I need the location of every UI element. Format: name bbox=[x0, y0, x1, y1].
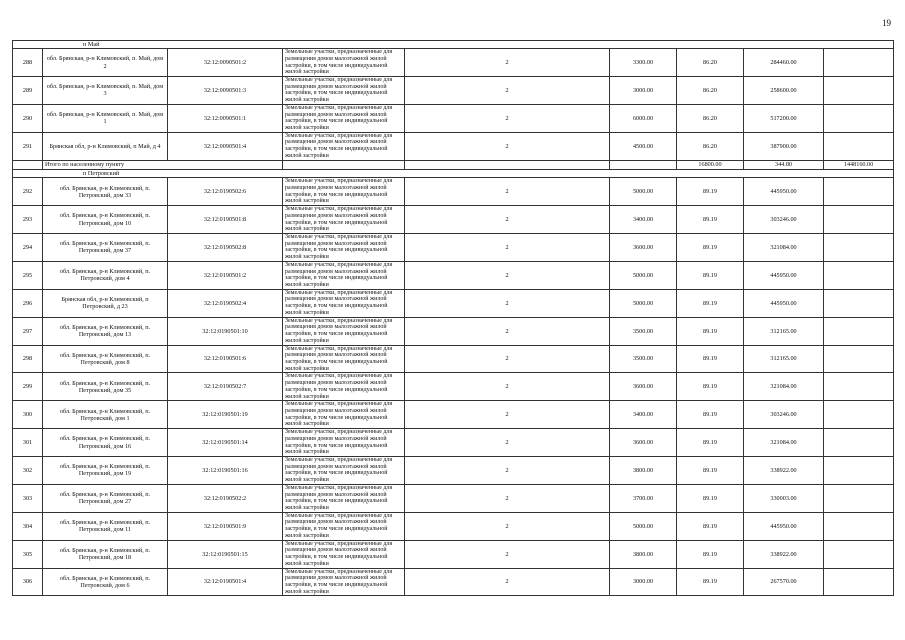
total-label-cell: Итого по населенному пункту bbox=[43, 160, 283, 170]
specific-value-cell: 89.19 bbox=[677, 234, 744, 262]
table-row bbox=[13, 49, 894, 77]
settlement-total-row bbox=[13, 160, 894, 170]
specific-value-cell: 86.20 bbox=[677, 104, 744, 132]
address-cell: обл. Брянская, р-н Климовский, п. Петровский, дом 1 bbox=[43, 401, 168, 429]
cadastral-number-cell: 32:12:0190501:16 bbox=[168, 457, 283, 485]
cadastral-number-cell: 32:12:0190502:4 bbox=[168, 289, 283, 317]
cadastral-number-cell: 32:12:0190501:9 bbox=[168, 512, 283, 540]
table-row bbox=[13, 234, 894, 262]
specific-value-cell: 89.19 bbox=[677, 345, 744, 373]
group-code-cell: 2 bbox=[405, 568, 610, 596]
cadastral-value-cell: 258600.00 bbox=[744, 77, 824, 105]
row-number-cell: 303 bbox=[13, 484, 43, 512]
group-code-cell: 2 bbox=[405, 345, 610, 373]
row-number-cell: 292 bbox=[13, 178, 43, 206]
land-purpose-cell: Земельные участки, предназначенные для размещения домов малоэтажной жилой застройки, в том числе индивидуальной жилой застройки bbox=[283, 345, 405, 373]
address-cell: Брянская обл, р-н Климовский, п Петровский, д 23 bbox=[43, 289, 168, 317]
settlement-name: п Петровский bbox=[83, 170, 120, 178]
settlement-name: п Май bbox=[83, 41, 100, 48]
cadastral-number-cell: 32:12:0090501:1 bbox=[168, 104, 283, 132]
group-code-cell: 2 bbox=[405, 289, 610, 317]
land-purpose-cell: Земельные участки, предназначенные для размещения домов малоэтажной жилой застройки, в том числе индивидуальной жилой застройки bbox=[283, 568, 405, 596]
address-cell: обл. Брянская, р-н Климовский, п. Май, дом 3 bbox=[43, 77, 168, 105]
cadastral-number-cell: 32:12:0090501:3 bbox=[168, 77, 283, 105]
group-code-cell: 2 bbox=[405, 317, 610, 345]
specific-value-cell: 86.20 bbox=[677, 77, 744, 105]
cadastral-number-cell: 32:12:0190501:4 bbox=[168, 568, 283, 596]
land-purpose-cell: Земельные участки, предназначенные для размещения домов малоэтажной жилой застройки, в том числе индивидуальной жилой застройки bbox=[283, 484, 405, 512]
empty-cell bbox=[824, 373, 894, 401]
area-cell: 3600.00 bbox=[610, 373, 677, 401]
specific-value-cell: 89.19 bbox=[677, 457, 744, 485]
area-cell: 5000.00 bbox=[610, 178, 677, 206]
row-number-cell: 299 bbox=[13, 373, 43, 401]
address-cell: обл. Брянская, р-н Климовский, п. Петровский, дом 8 bbox=[43, 345, 168, 373]
cadastral-number-cell: 32:12:0190502:2 bbox=[168, 484, 283, 512]
cadastral-number-cell: 32:12:0190501:10 bbox=[168, 317, 283, 345]
row-number-cell: 305 bbox=[13, 540, 43, 568]
cadastral-number-cell: 32:12:0190502:7 bbox=[168, 373, 283, 401]
group-code-cell: 2 bbox=[405, 512, 610, 540]
cadastral-value-cell: 321084.00 bbox=[744, 373, 824, 401]
area-cell: 3500.00 bbox=[610, 317, 677, 345]
land-purpose-cell: Земельные участки, предназначенные для размещения домов малоэтажной жилой застройки, в том числе индивидуальной жилой застройки bbox=[283, 457, 405, 485]
specific-value-cell: 86.20 bbox=[677, 49, 744, 77]
area-cell: 3000.00 bbox=[610, 77, 677, 105]
group-code-cell: 2 bbox=[405, 373, 610, 401]
group-code-cell: 2 bbox=[405, 104, 610, 132]
address-cell: обл. Брянская, р-н Климовский, п. Май, дом 1 bbox=[43, 104, 168, 132]
cadastral-number-cell: 32:12:0190502:8 bbox=[168, 234, 283, 262]
address-cell: обл. Брянская, р-н Климовский, п. Петровский, дом 13 bbox=[43, 317, 168, 345]
cadastral-value-cell: 445950.00 bbox=[744, 178, 824, 206]
table-row bbox=[13, 132, 894, 160]
group-code-cell: 2 bbox=[405, 540, 610, 568]
row-number-cell: 293 bbox=[13, 206, 43, 234]
table-row bbox=[13, 289, 894, 317]
cadastral-value-cell: 517200.00 bbox=[744, 104, 824, 132]
row-number-cell: 296 bbox=[13, 289, 43, 317]
area-cell: 6000.00 bbox=[610, 104, 677, 132]
empty-cell bbox=[13, 160, 43, 170]
specific-value-cell: 89.19 bbox=[677, 401, 744, 429]
address-cell: обл. Брянская, р-н Климовский, п. Петровский, дом 27 bbox=[43, 484, 168, 512]
group-code-cell: 2 bbox=[405, 132, 610, 160]
land-purpose-cell: Земельные участки, предназначенные для размещения домов малоэтажной жилой застройки, в том числе индивидуальной жилой застройки bbox=[283, 289, 405, 317]
total-value-cell: 1448160.00 bbox=[824, 160, 894, 170]
area-cell: 5000.00 bbox=[610, 261, 677, 289]
empty-cell bbox=[824, 457, 894, 485]
area-cell: 3800.00 bbox=[610, 540, 677, 568]
row-number-cell: 300 bbox=[13, 401, 43, 429]
specific-value-cell: 89.19 bbox=[677, 512, 744, 540]
row-number-cell: 289 bbox=[13, 77, 43, 105]
table-row bbox=[13, 540, 894, 568]
row-number-cell: 290 bbox=[13, 104, 43, 132]
land-purpose-cell: Земельные участки, предназначенные для размещения домов малоэтажной жилой застройки, в том числе индивидуальной жилой застройки bbox=[283, 512, 405, 540]
specific-value-cell: 89.19 bbox=[677, 568, 744, 596]
empty-cell bbox=[283, 160, 405, 170]
group-code-cell: 2 bbox=[405, 49, 610, 77]
total-area-cell: 16800.00 bbox=[677, 160, 744, 170]
area-cell: 3500.00 bbox=[610, 345, 677, 373]
empty-cell bbox=[824, 77, 894, 105]
cadastral-number-cell: 32:12:0190501:8 bbox=[168, 206, 283, 234]
area-cell: 3400.00 bbox=[610, 401, 677, 429]
cadastral-value-cell: 321084.00 bbox=[744, 429, 824, 457]
land-purpose-cell: Земельные участки, предназначенные для размещения домов малоэтажной жилой застройки, в том числе индивидуальной жилой застройки bbox=[283, 104, 405, 132]
table-row bbox=[13, 104, 894, 132]
address-cell: обл. Брянская, р-н Климовский, п. Петровский, дом 18 bbox=[43, 540, 168, 568]
page-number: 19 bbox=[882, 18, 891, 28]
empty-cell bbox=[824, 429, 894, 457]
specific-value-cell: 89.19 bbox=[677, 206, 744, 234]
empty-cell bbox=[824, 49, 894, 77]
address-cell: обл. Брянская, р-н Климовский, п. Петровский, дом 11 bbox=[43, 512, 168, 540]
address-cell: обл. Брянская, р-н Климовский, п. Май, дом 2 bbox=[43, 49, 168, 77]
land-plots-table bbox=[12, 40, 894, 596]
empty-cell bbox=[824, 345, 894, 373]
table-row bbox=[13, 261, 894, 289]
land-purpose-cell: Земельные участки, предназначенные для размещения домов малоэтажной жилой застройки, в том числе индивидуальной жилой застройки bbox=[283, 401, 405, 429]
land-purpose-cell: Земельные участки, предназначенные для размещения домов малоэтажной жилой застройки, в том числе индивидуальной жилой застройки bbox=[283, 261, 405, 289]
row-number-cell: 306 bbox=[13, 568, 43, 596]
row-number-cell: 291 bbox=[13, 132, 43, 160]
empty-cell bbox=[824, 104, 894, 132]
address-cell: обл. Брянская, р-н Климовский, п. Петровский, дом 33 bbox=[43, 178, 168, 206]
address-cell: обл. Брянская, р-н Климовский, п. Петровский, дом 19 bbox=[43, 457, 168, 485]
group-code-cell: 2 bbox=[405, 261, 610, 289]
specific-value-cell: 89.19 bbox=[677, 178, 744, 206]
cadastral-value-cell: 321084.00 bbox=[744, 234, 824, 262]
specific-value-cell: 89.19 bbox=[677, 429, 744, 457]
row-number-cell: 295 bbox=[13, 261, 43, 289]
specific-value-cell: 89.19 bbox=[677, 484, 744, 512]
group-code-cell: 2 bbox=[405, 234, 610, 262]
address-cell: обл. Брянская, р-н Климовский, п. Петровский, дом 10 bbox=[43, 206, 168, 234]
group-code-cell: 2 bbox=[405, 429, 610, 457]
empty-cell bbox=[824, 484, 894, 512]
area-cell: 3400.00 bbox=[610, 206, 677, 234]
cadastral-value-cell: 267570.00 bbox=[744, 568, 824, 596]
group-code-cell: 2 bbox=[405, 484, 610, 512]
cadastral-value-cell: 312165.00 bbox=[744, 345, 824, 373]
empty-cell bbox=[824, 132, 894, 160]
area-cell: 3600.00 bbox=[610, 429, 677, 457]
cadastral-number-cell: 32:12:0090501:4 bbox=[168, 132, 283, 160]
cadastral-value-cell: 387900.00 bbox=[744, 132, 824, 160]
cadastral-number-cell: 32:12:0190502:6 bbox=[168, 178, 283, 206]
empty-cell bbox=[610, 160, 677, 170]
cadastral-number-cell: 32:12:0190501:6 bbox=[168, 345, 283, 373]
cadastral-value-cell: 303246.00 bbox=[744, 401, 824, 429]
cadastral-value-cell: 338922.00 bbox=[744, 540, 824, 568]
row-number-cell: 298 bbox=[13, 345, 43, 373]
land-purpose-cell: Земельные участки, предназначенные для размещения домов малоэтажной жилой застройки, в том числе индивидуальной жилой застройки bbox=[283, 373, 405, 401]
settlement-header-row bbox=[13, 41, 894, 49]
table-row bbox=[13, 484, 894, 512]
address-cell: обл. Брянская, р-н Климовский, п. Петровский, дом 37 bbox=[43, 234, 168, 262]
group-code-cell: 2 bbox=[405, 178, 610, 206]
specific-value-cell: 89.19 bbox=[677, 261, 744, 289]
empty-cell bbox=[824, 261, 894, 289]
area-cell: 3700.00 bbox=[610, 484, 677, 512]
specific-value-cell: 89.19 bbox=[677, 373, 744, 401]
table-row bbox=[13, 317, 894, 345]
table-row bbox=[13, 77, 894, 105]
land-purpose-cell: Земельные участки, предназначенные для размещения домов малоэтажной жилой застройки, в том числе индивидуальной жилой застройки bbox=[283, 234, 405, 262]
empty-cell bbox=[824, 178, 894, 206]
land-purpose-cell: Земельные участки, предназначенные для размещения домов малоэтажной жилой застройки, в том числе индивидуальной жилой застройки bbox=[283, 49, 405, 77]
row-number-cell: 304 bbox=[13, 512, 43, 540]
table-row bbox=[13, 568, 894, 596]
empty-cell bbox=[824, 568, 894, 596]
area-cell: 5000.00 bbox=[610, 289, 677, 317]
cadastral-value-cell: 312165.00 bbox=[744, 317, 824, 345]
land-purpose-cell: Земельные участки, предназначенные для размещения домов малоэтажной жилой застройки, в том числе индивидуальной жилой застройки bbox=[283, 540, 405, 568]
table-row bbox=[13, 457, 894, 485]
cadastral-value-cell: 338922.00 bbox=[744, 457, 824, 485]
total-rate-cell: 344.80 bbox=[744, 160, 824, 170]
address-cell: Брянская обл, р-н Климовский, п Май, д 4 bbox=[43, 132, 168, 160]
empty-cell bbox=[824, 317, 894, 345]
specific-value-cell: 89.19 bbox=[677, 540, 744, 568]
cadastral-value-cell: 303246.00 bbox=[744, 206, 824, 234]
cadastral-value-cell: 445950.00 bbox=[744, 512, 824, 540]
settlement-header-cell bbox=[13, 41, 894, 49]
area-cell: 3800.00 bbox=[610, 457, 677, 485]
cadastral-value-cell: 330003.00 bbox=[744, 484, 824, 512]
group-code-cell: 2 bbox=[405, 206, 610, 234]
specific-value-cell: 86.20 bbox=[677, 132, 744, 160]
cadastral-value-cell: 284460.00 bbox=[744, 49, 824, 77]
area-cell: 4500.00 bbox=[610, 132, 677, 160]
table-row bbox=[13, 345, 894, 373]
empty-cell bbox=[824, 512, 894, 540]
cadastral-number-cell: 32:12:0190501:19 bbox=[168, 401, 283, 429]
cadastral-number-cell: 32:12:0090501:2 bbox=[168, 49, 283, 77]
specific-value-cell: 89.19 bbox=[677, 289, 744, 317]
empty-cell bbox=[824, 206, 894, 234]
area-cell: 5000.00 bbox=[610, 512, 677, 540]
table-row bbox=[13, 429, 894, 457]
land-purpose-cell: Земельные участки, предназначенные для размещения домов малоэтажной жилой застройки, в том числе индивидуальной жилой застройки bbox=[283, 429, 405, 457]
table-row bbox=[13, 373, 894, 401]
address-cell: обл. Брянская, р-н Климовский, п. Петровский, дом 6 bbox=[43, 568, 168, 596]
table-row bbox=[13, 206, 894, 234]
table-row bbox=[13, 401, 894, 429]
cadastral-number-cell: 32:12:0190501:14 bbox=[168, 429, 283, 457]
area-cell: 3000.00 bbox=[610, 568, 677, 596]
settlement-header-row bbox=[13, 170, 894, 178]
address-cell: обл. Брянская, р-н Климовский, п. Петровский, дом 35 bbox=[43, 373, 168, 401]
specific-value-cell: 89.19 bbox=[677, 317, 744, 345]
group-code-cell: 2 bbox=[405, 457, 610, 485]
empty-cell bbox=[824, 289, 894, 317]
row-number-cell: 302 bbox=[13, 457, 43, 485]
land-purpose-cell: Земельные участки, предназначенные для размещения домов малоэтажной жилой застройки, в том числе индивидуальной жилой застройки bbox=[283, 178, 405, 206]
address-cell: обл. Брянская, р-н Климовский, п. Петровский, дом 4 bbox=[43, 261, 168, 289]
area-cell: 3600.00 bbox=[610, 234, 677, 262]
table-row bbox=[13, 178, 894, 206]
table-row bbox=[13, 512, 894, 540]
land-purpose-cell: Земельные участки, предназначенные для размещения домов малоэтажной жилой застройки, в том числе индивидуальной жилой застройки bbox=[283, 132, 405, 160]
group-code-cell: 2 bbox=[405, 77, 610, 105]
table-body bbox=[13, 41, 894, 596]
cadastral-value-cell: 445950.00 bbox=[744, 261, 824, 289]
area-cell: 3300.00 bbox=[610, 49, 677, 77]
settlement-header-cell bbox=[13, 170, 894, 178]
empty-cell bbox=[824, 234, 894, 262]
row-number-cell: 301 bbox=[13, 429, 43, 457]
land-purpose-cell: Земельные участки, предназначенные для размещения домов малоэтажной жилой застройки, в том числе индивидуальной жилой застройки bbox=[283, 77, 405, 105]
cadastral-value-cell: 445950.00 bbox=[744, 289, 824, 317]
land-purpose-cell: Земельные участки, предназначенные для размещения домов малоэтажной жилой застройки, в том числе индивидуальной жилой застройки bbox=[283, 206, 405, 234]
group-code-cell: 2 bbox=[405, 401, 610, 429]
row-number-cell: 297 bbox=[13, 317, 43, 345]
empty-cell bbox=[405, 160, 610, 170]
row-number-cell: 294 bbox=[13, 234, 43, 262]
cadastral-number-cell: 32:12:0190501:2 bbox=[168, 261, 283, 289]
cadastral-number-cell: 32:12:0190501:15 bbox=[168, 540, 283, 568]
land-purpose-cell: Земельные участки, предназначенные для размещения домов малоэтажной жилой застройки, в том числе индивидуальной жилой застройки bbox=[283, 317, 405, 345]
empty-cell bbox=[824, 401, 894, 429]
row-number-cell: 288 bbox=[13, 49, 43, 77]
empty-cell bbox=[824, 540, 894, 568]
address-cell: обл. Брянская, р-н Климовский, п. Петровский, дом 16 bbox=[43, 429, 168, 457]
